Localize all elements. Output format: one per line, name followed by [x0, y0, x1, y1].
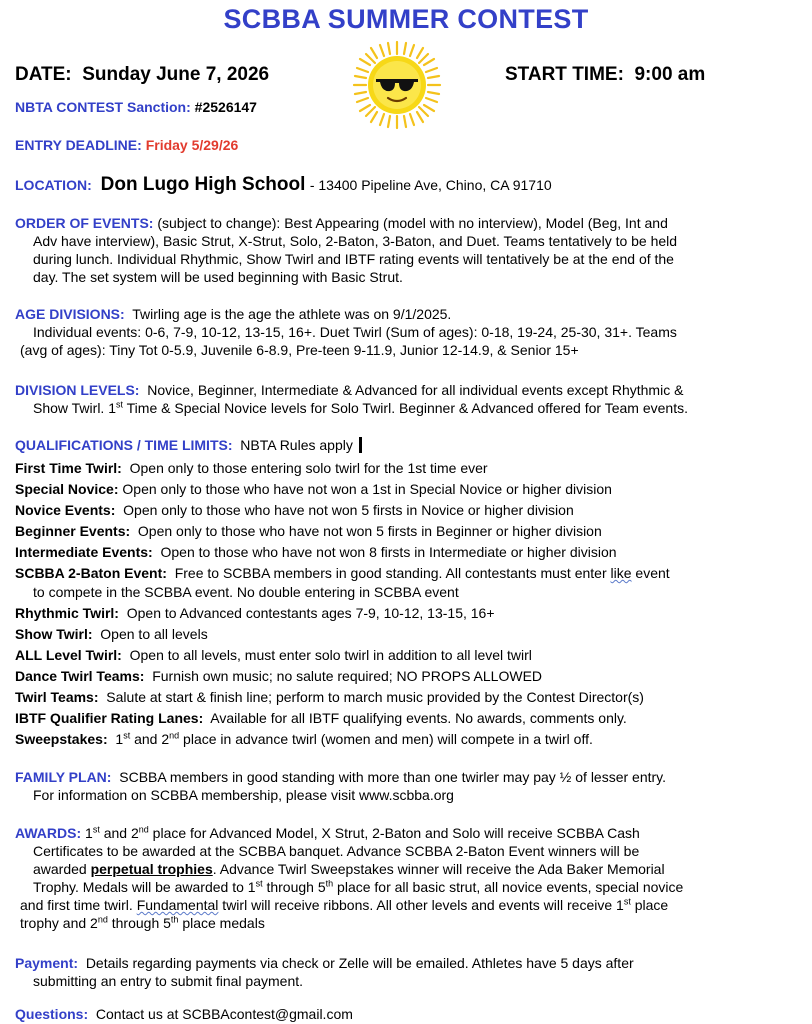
awards-label: AWARDS: — [15, 825, 82, 841]
awards-line-2: Certificates to be awarded at the SCBBA banquet. Advance SCBBA 2-Baton Event winners will be — [33, 843, 640, 859]
family-line-2: For information on SCBBA membership, please visit www.scbba.org — [33, 787, 454, 803]
questions-label: Questions: — [15, 1006, 89, 1022]
payment-line-2: submitting an entry to submit final payment. — [33, 973, 304, 989]
family-plan — [15, 768, 805, 804]
payment-line-1: Details regarding payments via check or Zelle will be emailed. Athletes have 5 days after — [85, 955, 634, 971]
qual-item: Dance Twirl Teams: Furnish own music; no salute required; NO PROPS ALLOWED — [15, 668, 543, 684]
location-address: - 13400 Pipeline Ave, Chino, CA 91710 — [309, 177, 552, 193]
location-line — [15, 174, 552, 196]
order-line-3: during lunch. Individual Rhythmic, Show Twirl and IBTF rating events will tentatively be at the end of the — [33, 251, 674, 267]
questions-text: Contact us at SCBBAcontest@gmail.com — [95, 1006, 353, 1022]
sanction-line — [15, 99, 257, 115]
qual-item: Beginner Events: Open only to those who have not won 5 firsts in Beginner or higher division — [15, 523, 602, 539]
family-line-1: SCBBA members in good standing with more than one twirler may pay ½ of lesser entry. — [119, 769, 667, 785]
start-label: START TIME: — [505, 64, 624, 85]
page-title: SCBBA SUMMER CONTEST — [223, 4, 589, 34]
qual-item: Intermediate Events: Open to those who have not won 8 firsts in Intermediate or higher division — [15, 544, 617, 560]
family-label: FAMILY PLAN: — [15, 769, 112, 785]
levels-line-1: Novice, Beginner, Intermediate & Advanced for all individual events except Rhythmic & — [147, 382, 684, 398]
qual-item: Show Twirl: Open to all levels — [15, 626, 208, 642]
qual-item: ALL Level Twirl: Open to all levels, must enter solo twirl in addition to all level twirl — [15, 647, 532, 663]
order-line-4: day. The set system will be used beginning with Basic Strut. — [33, 269, 403, 285]
qualifications-heading — [15, 437, 362, 453]
payment — [15, 954, 805, 990]
age-line-2: Individual events: 0-6, 7-9, 10-12, 13-15, 16+. Duet Twirl (Sum of ages): 0-18, 19-24, 25-30, 31+. Teams — [33, 324, 677, 340]
date-value: Sunday June 7, 2026 — [82, 64, 270, 85]
qual-item-2-baton-cont: to compete in the SCBBA event. No double entering in SCBBA event — [33, 584, 459, 600]
order-line-1: (subject to change): Best Appearing (model with no interview), Model (Beg, Int and — [157, 215, 668, 231]
location-name: Don Lugo High School — [100, 174, 306, 195]
age-line-3: (avg of ages): Tiny Tot 0-5.9, Juvenile 6-8.9, Pre-teen 9-11.9, Junior 12-14.9, & Senior 15+ — [20, 342, 579, 358]
order-line-2: Adv have interview), Basic Strut, X-Strut, Solo, 2-Baton, 3-Baton, and Duet. Teams tentatively to be held — [33, 233, 678, 249]
awards: AWARDS: 1st and 2nd place for Advanced Model, X Strut, 2-Baton and Solo will receive SCBBA Cash Certificates to be awarded at the SCBBA banquet. Advance SCBBA 2-Baton Event winners will be awarded perpetual trophies. Advance Twirl Sweepstakes winner will receive the Ada Baker Memorial Trophy. Medals will be awarded to 1st through 5th place for all basic strut, all novice events, special novice and first time twirl. Fundamental twirl will receive ribbons. All other levels and events will receive 1st place trophy and 2nd through 5th place medals — [15, 824, 805, 932]
sanction-value: #2526147 — [194, 99, 257, 115]
date-label: DATE: — [15, 64, 72, 85]
division-levels — [15, 381, 805, 417]
levels-sup: st — [116, 399, 124, 410]
perpetual-trophies: perpetual trophies — [90, 861, 213, 877]
qual-item: First Time Twirl: Open only to those entering solo twirl for the 1st time ever — [15, 460, 488, 476]
qual-item-2-baton: SCBBA 2-Baton Event: Free to SCBBA members in good standing. All contestants must enter like event — [15, 565, 670, 581]
qual-item: IBTF Qualifier Rating Lanes: Available for all IBTF qualifying events. No awards, comments only. — [15, 710, 627, 726]
start-value: 9:00 am — [634, 64, 706, 85]
qual-item: Special Novice: Open only to those who have not won a 1st in Special Novice or higher division — [15, 481, 612, 497]
age-label: AGE DIVISIONS: — [15, 306, 125, 322]
date-line — [15, 64, 269, 86]
sun-with-sunglasses-icon — [352, 40, 442, 130]
location-label: LOCATION: — [15, 177, 92, 193]
qual-note: NBTA Rules apply — [240, 437, 353, 453]
qual-item: Twirl Teams: Salute at start & finish line; perform to march music provided by the Contest Director(s) — [15, 689, 644, 705]
order-label: ORDER OF EVENTS: — [15, 215, 154, 231]
text-cursor — [359, 437, 362, 453]
levels-label: DIVISION LEVELS: — [15, 382, 140, 398]
qual-item: Rhythmic Twirl: Open to Advanced contestants ages 7-9, 10-12, 13-15, 16+ — [15, 605, 495, 621]
deadline-line — [15, 137, 238, 153]
order-of-events — [15, 214, 805, 286]
payment-label: Payment: — [15, 955, 79, 971]
sanction-label: NBTA CONTEST Sanction: — [15, 99, 191, 115]
start-time-line — [505, 64, 705, 86]
age-line-1: Twirling age is the age the athlete was on 9/1/2025. — [132, 306, 452, 322]
qual-item-sweepstakes: Sweepstakes: 1st and 2nd place in advance twirl (women and men) will compete in a twirl off. — [15, 730, 593, 747]
levels-line-2a: Show Twirl. 1 — [33, 400, 116, 416]
levels-line-2b: Time & Special Novice levels for Solo Twirl. Beginner & Advanced offered for Team events. — [123, 400, 688, 416]
questions — [15, 1005, 805, 1023]
deadline-value: Friday 5/29/26 — [145, 137, 239, 153]
qual-item: Novice Events: Open only to those who have not won 5 firsts in Novice or higher division — [15, 502, 574, 518]
qual-label: QUALIFICATIONS / TIME LIMITS: — [15, 437, 233, 453]
age-divisions — [15, 305, 805, 359]
deadline-label: ENTRY DEADLINE: — [15, 137, 142, 153]
